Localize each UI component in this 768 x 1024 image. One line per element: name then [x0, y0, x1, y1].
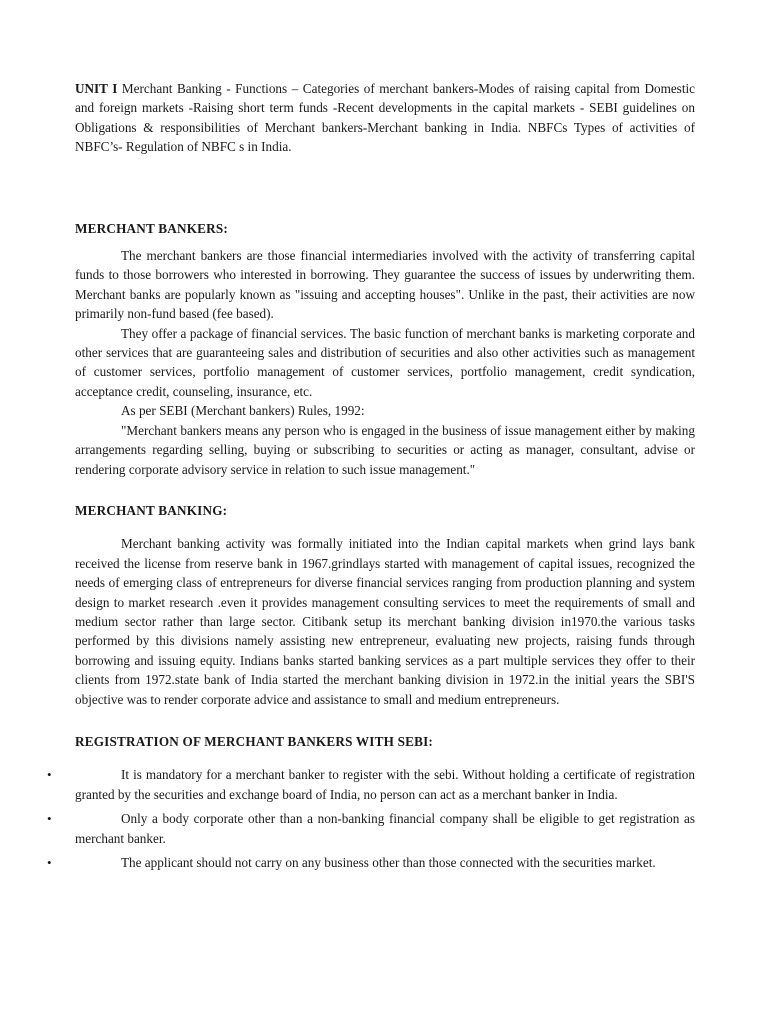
list-item — [47, 853, 695, 872]
bullet-icon: • — [47, 855, 52, 870]
document-page — [47, 79, 695, 877]
heading-registration-with-sebi: REGISTRATION OF MERCHANT BANKERS WITH SEBI: — [75, 733, 434, 749]
list-item — [47, 765, 695, 804]
unit-intro-text: Merchant Banking - Functions – Categories of merchant bankers-Modes of raising capital from Domestic and foreign markets -Raising short term funds -Recent developments in the capital markets - SEBI guidelines on Obligations & responsibilities of Merchant bankers-Merchant banking in India. NBFCs Types of activities of NBFC’s- Regulation of NBFC s in India. — [75, 81, 695, 155]
registration-item-text: It is mandatory for a merchant banker to register with the sebi. Without holding a certificate of registration granted by the securities and exchange board of India, no person can act as a merchant banker in India. — [75, 767, 695, 802]
merchant-bankers-paragraph-2: They offer a package of financial services. The basic function of merchant banks is marketing corporate and other services that are guaranteeing sales and distribution of securities and also other activities such as management of customer services, portfolio management of customer services, portfolio management, credit syndication, acceptance credit, counseling, insurance, etc. — [75, 325, 695, 399]
merchant-banking-paragraph: Merchant banking activity was formally initiated into the Indian capital markets when grind lays bank received the license from reserve bank in 1967.grindlays started with management of capital issues, recognized the needs of emerging class of entrepreneurs for diverse financial services ranging from production planning and system design to market research .even it provides management consulting services to meet the requirements of small and medium sector rather than large sector. Citibank setup its merchant banking division in1970.the various tasks performed by this divisions namely assisting new entrepreneur, evaluating new projects, raising funds through borrowing and issuing equity. Indians banks started banking services as a part multiple services they offer to their clients from 1972.state bank of India started the merchant banking division in 1972.in the initial years the SBI'S objective was to render corporate advice and assistance to small and medium entrepreneurs. — [75, 536, 695, 707]
heading-merchant-bankers: MERCHANT BANKERS: — [75, 220, 228, 236]
registration-bullet-list — [47, 765, 695, 872]
merchant-bankers-paragraph-3: As per SEBI (Merchant bankers) Rules, 1992: — [121, 403, 365, 419]
registration-item-text: The applicant should not carry on any business other than those connected with the securities market. — [121, 855, 656, 870]
unit-label: UNIT I — [75, 81, 118, 96]
registration-item-text: Only a body corporate other than a non-banking financial company shall be eligible to get registration as merchant banker. — [75, 811, 695, 846]
unit-intro-paragraph — [75, 79, 695, 157]
merchant-bankers-definition-quote: "Merchant bankers means any person who is engaged in the business of issue management either by making arrangements regarding selling, buying or subscribing to securities or acting as manager, consultant, advise or rendering corporate advisory service in relation to such issue management." — [75, 422, 695, 477]
list-item — [47, 809, 695, 848]
merchant-bankers-paragraph-1: The merchant bankers are those financial intermediaries involved with the activity of transferring capital funds to those borrowers who interested in borrowing. They guarantee the success of issues by underwriting them. Merchant banks are popularly known as "issuing and accepting houses". Unlike in the past, their activities are now primarily non-fund based (fee based). — [75, 248, 695, 322]
bullet-icon: • — [47, 767, 52, 783]
bullet-icon: • — [47, 811, 52, 827]
heading-merchant-banking: MERCHANT BANKING: — [75, 502, 228, 518]
